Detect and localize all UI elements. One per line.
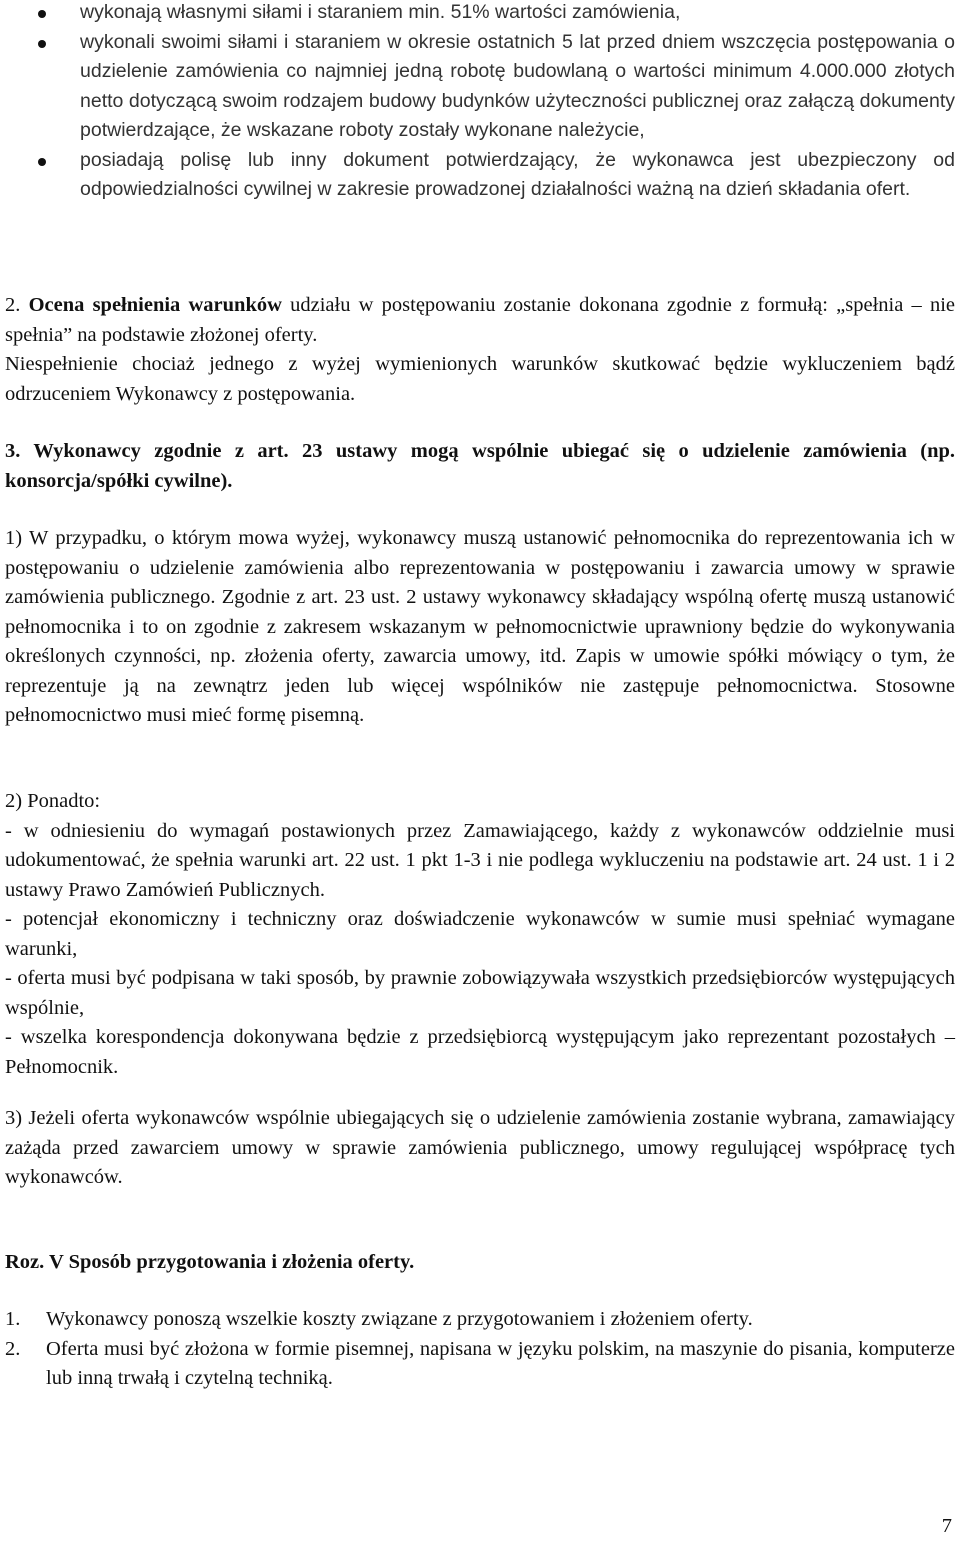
bullet-dot-icon [38, 158, 46, 166]
list-item: 2. Oferta musi być złożona w formie pisemnej, napisana w języku polskim, na maszynie do pisania, komputerze lub inną trwałą i czytelną techniką. [5, 1337, 955, 1389]
section-2-paragraph: 2. Ocena spełnienia warunków udziału w postępowaniu zostanie dokonana zgodnie z formułą: „spełnia – nie spełnia” na podstawie złożonej oferty. [5, 294, 956, 346]
bullet-item: wykonają własnymi siłami i staraniem min. 51% wartości zamówienia, [0, 0, 955, 28]
chapter-5-list [5, 1305, 955, 1394]
section-3-point-3: 3) Jeżeli oferta wykonawców wspólnie ubiegających się o udzielenie zamówienia zostanie wybrana, zamawiający zażąda przed zawarciem umowy w sprawie zamówienia publicznego, umowy regulującej współpracę tych wykonawców. [5, 1107, 955, 1188]
point-2-item: - wszelka korespondencja dokonywana będzie z przedsiębiorcą występującym jako reprezentant pozostałych – Pełnomocnik. [5, 1026, 955, 1078]
section-3-point-1: 1) W przypadku, o którym mowa wyżej, wykonawcy muszą ustanowić pełnomocnika do reprezentowania ich w postępowaniu o udzielenie zamówienia albo reprezentowania w postępowaniu i zawarcia umowy w sprawie zamówienia publicznego. Zgodnie z art. 23 ust. 2 ustawy wykonawcy składający wspólną ofertę muszą ustanowić pełnomocnika i to on zgodnie z zakresem wskazanym w pełnomocnictwie uprawniony będzie do wykonywania określonych czynności, np. złożenia oferty, zawarcia umowy, itd. Zapis w umowie spółki mówiący o tym, że reprezentuje ją na zewnątrz jeden lub więcej wspólników nie zastępuje pełnomocnictwa. Stosowne pełnomocnictwo musi mieć formę pisemną. [5, 527, 955, 726]
bullet-item: posiadają polisę lub inny dokument potwierdzający, że wykonawca jest ubezpieczony od odpowiedzialności cywilnej w zakresie prowadzonej działalności ważną na dzień składania ofert. [0, 146, 955, 205]
bullet-dot-icon [38, 40, 46, 48]
conditions-bullet-list [0, 0, 955, 205]
section-2-paragraph-2: Niespełnienie chociaż jednego z wyżej wymienionych warunków skutkować będzie wykluczeniem bądź odrzuceniem Wykonawcy z postępowania. [5, 353, 955, 405]
section-2 [5, 291, 955, 409]
list-item: 1. Wykonawcy ponoszą wszelkie koszty związane z przygotowaniem i złożeniem oferty. [5, 1308, 753, 1330]
bullet-dot-icon [38, 10, 46, 18]
page-number: 7 [941, 1515, 952, 1537]
point-2-item: - oferta musi być podpisana w taki sposób, by prawnie zobowiązywała wszystkich przedsiębiorców występujących wspólnie, [5, 967, 955, 1019]
point-2-item: - potencjał ekonomiczny i techniczny oraz doświadczenie wykonawców w sumie musi spełniać wymagane warunki, [5, 908, 955, 960]
chapter-5-heading: Roz. V Sposób przygotowania i złożenia oferty. [5, 1251, 415, 1273]
section-3-heading: 3. Wykonawcy zgodnie z art. 23 ustawy mogą wspólnie ubiegać się o udzielenie zamówienia (np. konsorcja/spółki cywilne). [5, 440, 955, 492]
bullet-item: wykonali swoimi siłami i staraniem w okresie ostatnich 5 lat przed dniem wszczęcia postępowania o udzielenie zamówienia co najmniej jedną robotę budowlaną o wartości minimum 4.000.000 złotych netto dotyczącą swoim rodzajem budowy budynków użyteczności publicznej oraz załączą dokumenty potwierdzające, że wskazane roboty zostały wykonane należycie, [0, 28, 955, 146]
section-2-bold-phrase: Ocena spełnienia warunków [28, 294, 282, 316]
point-2-title: 2) Ponadto: [5, 790, 101, 812]
section-3-point-2 [5, 787, 955, 1082]
point-2-item: - w odniesieniu do wymagań postawionych przez Zamawiającego, każdy z wykonawców oddzielnie musi udokumentować, że spełnia warunki art. 22 ust. 1 pkt 1-3 i nie podlega wykluczeniu na podstawie art. 24 ust. 1 i 2 ustawy Prawo Zamówień Publicznych. [5, 819, 955, 901]
